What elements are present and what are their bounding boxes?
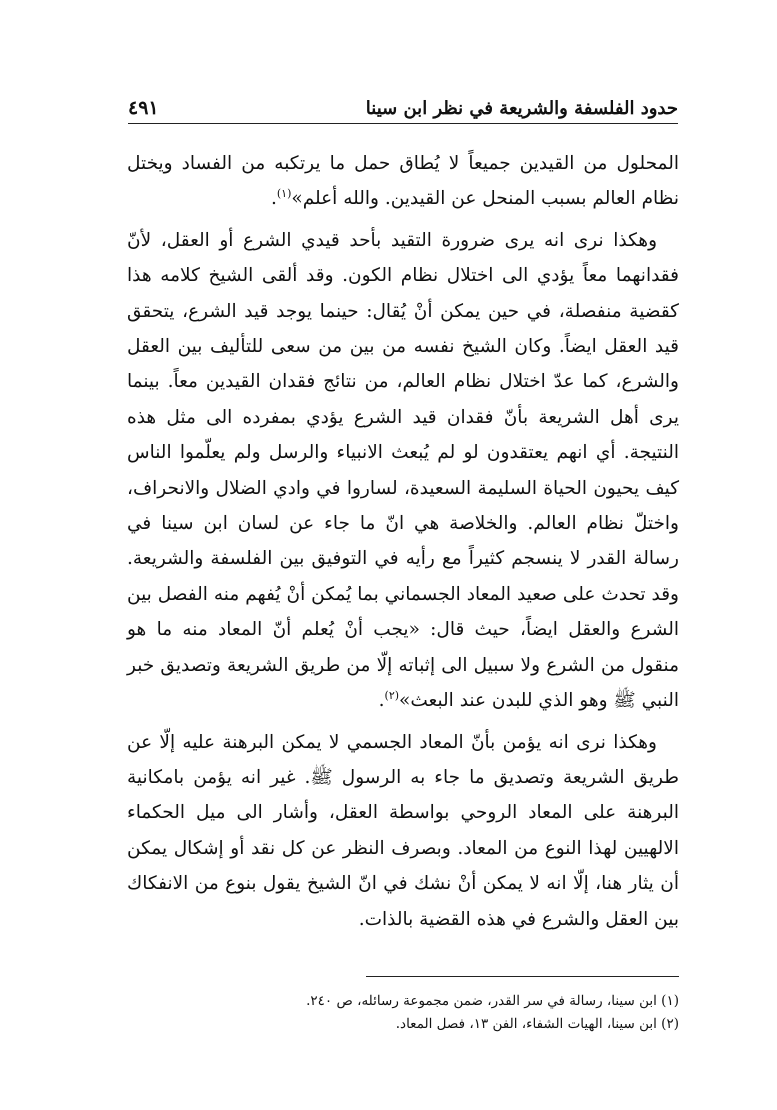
footnote-ref-2: (٢): [384, 688, 400, 702]
running-title: حدود الفلسفة والشريعة في نظر ابن سينا: [365, 98, 678, 119]
paragraph-2: [127, 223, 679, 719]
footnote-2: (٢) ابن سينا، الهيات الشفاء، الفن ١٣، فصل المعاد.: [395, 1016, 679, 1032]
footnote-1: (١) ابن سينا، رسالة في سر القدر، ضمن مجموعة رسائله، ص ٢٤٠.: [306, 993, 679, 1009]
paragraph-3: وهكذا نرى انه يؤمن بأنّ المعاد الجسمي لا يمكن البرهنة عليه إلّا عن طريق الشريعة وتصديق ما جاء به الرسول ﷺ. غير انه يؤمن بامكانية البرهنة على المعاد الروحي بواسطة العقل، وأشار الى ميل الحكماء الالهيين لهذا النوع من المعاد. وبصرف النظر عن كل نقد أو إشكال يمكن أن يثار هنا، إلّا انه لا يمكن أنْ نشك في انّ الشيخ يقول بنوع من الانفكاك بين العقل والشرع في هذه القضية بالذات.: [127, 731, 679, 930]
footnotes: [200, 990, 679, 1036]
page-header: [128, 88, 678, 124]
footnote-ref-1: (١): [276, 187, 292, 201]
body-text: [127, 146, 679, 943]
footnote-divider: [366, 976, 679, 977]
page-number: ٤٩١: [128, 97, 159, 119]
paragraph-1: [127, 146, 679, 217]
paragraph-1-text: المحلول من القيدين جميعاً لا يُطاق حمل ما يرتكبه من الفساد ويختل نظام العالم بسبب المنحل عن القيدين. والله أعلم»: [127, 153, 679, 210]
paragraph-2-text: وهكذا نرى انه يرى ضرورة التقيد بأحد قيدي الشرع أو العقل، لأنّ فقدانهما معاً يؤدي الى اختلال نظام الكون. وقد ألقى الشيخ كلامه هذا كقضية منفصلة، في حين يمكن أنْ يُقال: حينما يوجد قيد الشرع، يتحقق قيد العقل ايضاً. وكان الشيخ نفسه من بين من سعى للتأليف بين العقل والشرع، كما عدّ اختلال نظام العالم، من نتائج فقدان القيدين معاً. بينما يرى أهل الشريعة بأنّ فقدان قيد الشرع يؤدي بمفرده الى مثل هذه النتيجة. أي انهم يعتقدون لو لم يُبعث الانبياء والرسل ولم يعلّموا الناس كيف يحيون الحياة السليمة السعيدة، لساروا في وادي الضلال والانحراف، واختلّ نظام العالم. والخلاصة هي انّ ما جاء عن لسان ابن سينا في رسالة القدر لا ينسجم كثيراً مع رأيه في التوفيق بين الفلسفة والشريعة. وقد تحدث على صعيد المعاد الجسماني بما يُمكن أنْ يُفهم منه الفصل بين الشرع والعقل ايضاً، حيث قال: «يجب أنْ يُعلم أنّ المعاد منه ما هو منقول من الشرع ولا سبيل الى إثباته إلّا من طريق الشريعة وتصديق خبر النبي ﷺ وهو الذي للبدن عند البعث»: [127, 229, 679, 712]
paragraph-1-tail: .: [270, 188, 277, 210]
paragraph-2-tail: .: [378, 690, 385, 712]
